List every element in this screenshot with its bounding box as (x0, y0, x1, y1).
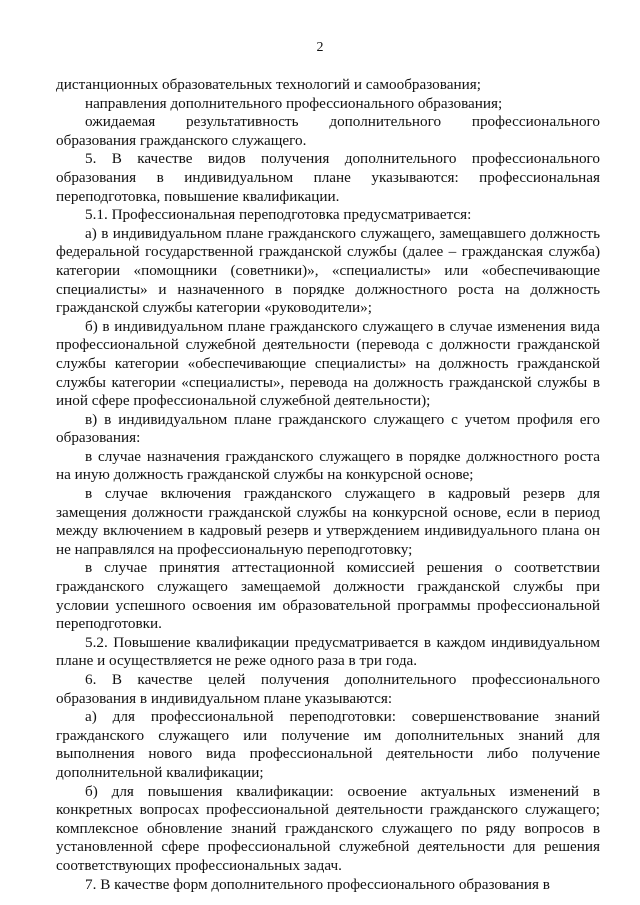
paragraph: а) для профессиональной переподготовки: совершенствование знаний гражданского служащего или получение им дополнительных знаний для выполнения нового вида профессиональной деятельности либо получение дополнительной квалификации; (56, 708, 600, 781)
paragraph: в) в индивидуальном плане гражданского служащего с учетом профиля его образования: (56, 410, 600, 447)
paragraph: направления дополнительного профессионального образования; (85, 94, 503, 112)
paragraph: 5.2. Повышение квалификации предусматривается в каждом индивидуальном плане и осуществляется не реже одного раза в три года. (56, 633, 600, 670)
paragraph: в случае назначения гражданского служащего в порядке должностного роста на иную должность гражданской службы на конкурсной основе; (56, 447, 600, 484)
paragraph: а) в индивидуальном плане гражданского служащего, замещавшего должность федеральной государственной гражданской службы (далее – гражданская служба) категории «помощники (советники)», «специалисты» или «обеспечивающие специалисты» и назначенного в порядке должностного роста на должность гражданской службы категории «руководители»; (56, 224, 600, 317)
paragraph: б) в индивидуальном плане гражданского служащего в случае изменения вида профессиональной служебной деятельности (перевода с должности гражданской службы категории «обеспечивающие специалисты» на должность гражданской службы категории «специалисты», перевода на должность гражданской службы в иной сфере профессиональной служебной деятельности); (56, 317, 600, 410)
paragraph: в случае включения гражданского служащего в кадровый резерв для замещения должности гражданской службы на конкурсной основе, если в период между включением в кадровый резерв и утверждением индивидуального плана он не направлялся на профессиональную переподготовку; (56, 485, 600, 558)
paragraph: ожидаемая результативность дополнительного профессионального образования гражданского служащего. (56, 113, 600, 149)
page-number: 2 (316, 40, 324, 55)
paragraph: 5. В качестве видов получения дополнительного профессионального образования в индивидуальном плане указываются: профессиональная переподготовка, повышение квалификации. (56, 150, 600, 205)
paragraph: 5.1. Профессиональная переподготовка предусматривается: (85, 206, 472, 224)
paragraph: 7. В качестве форм дополнительного профессионального образования в (85, 875, 550, 893)
paragraph: 6. В качестве целей получения дополнительного профессионального образования в индивидуальном плане указываются: (56, 671, 600, 707)
paragraph: дистанционных образовательных технологий и самообразования; (56, 76, 481, 93)
paragraph: в случае принятия аттестационной комиссией решения о соответствии гражданского служащего замещаемой должности гражданской службы при условии успешного освоения им образовательной программы профессиональной переподготовки. (56, 559, 600, 633)
paragraph: б) для повышения квалификации: освоение актуальных изменений в конкретных вопросах профессиональной деятельности гражданского служащего; комплексное обновление знаний гражданского служащего по ряду вопросов в установленной сфере профессиональной служебной деятельности для решения соответствующих профессиональных задач. (56, 782, 600, 874)
document-body (56, 76, 600, 894)
